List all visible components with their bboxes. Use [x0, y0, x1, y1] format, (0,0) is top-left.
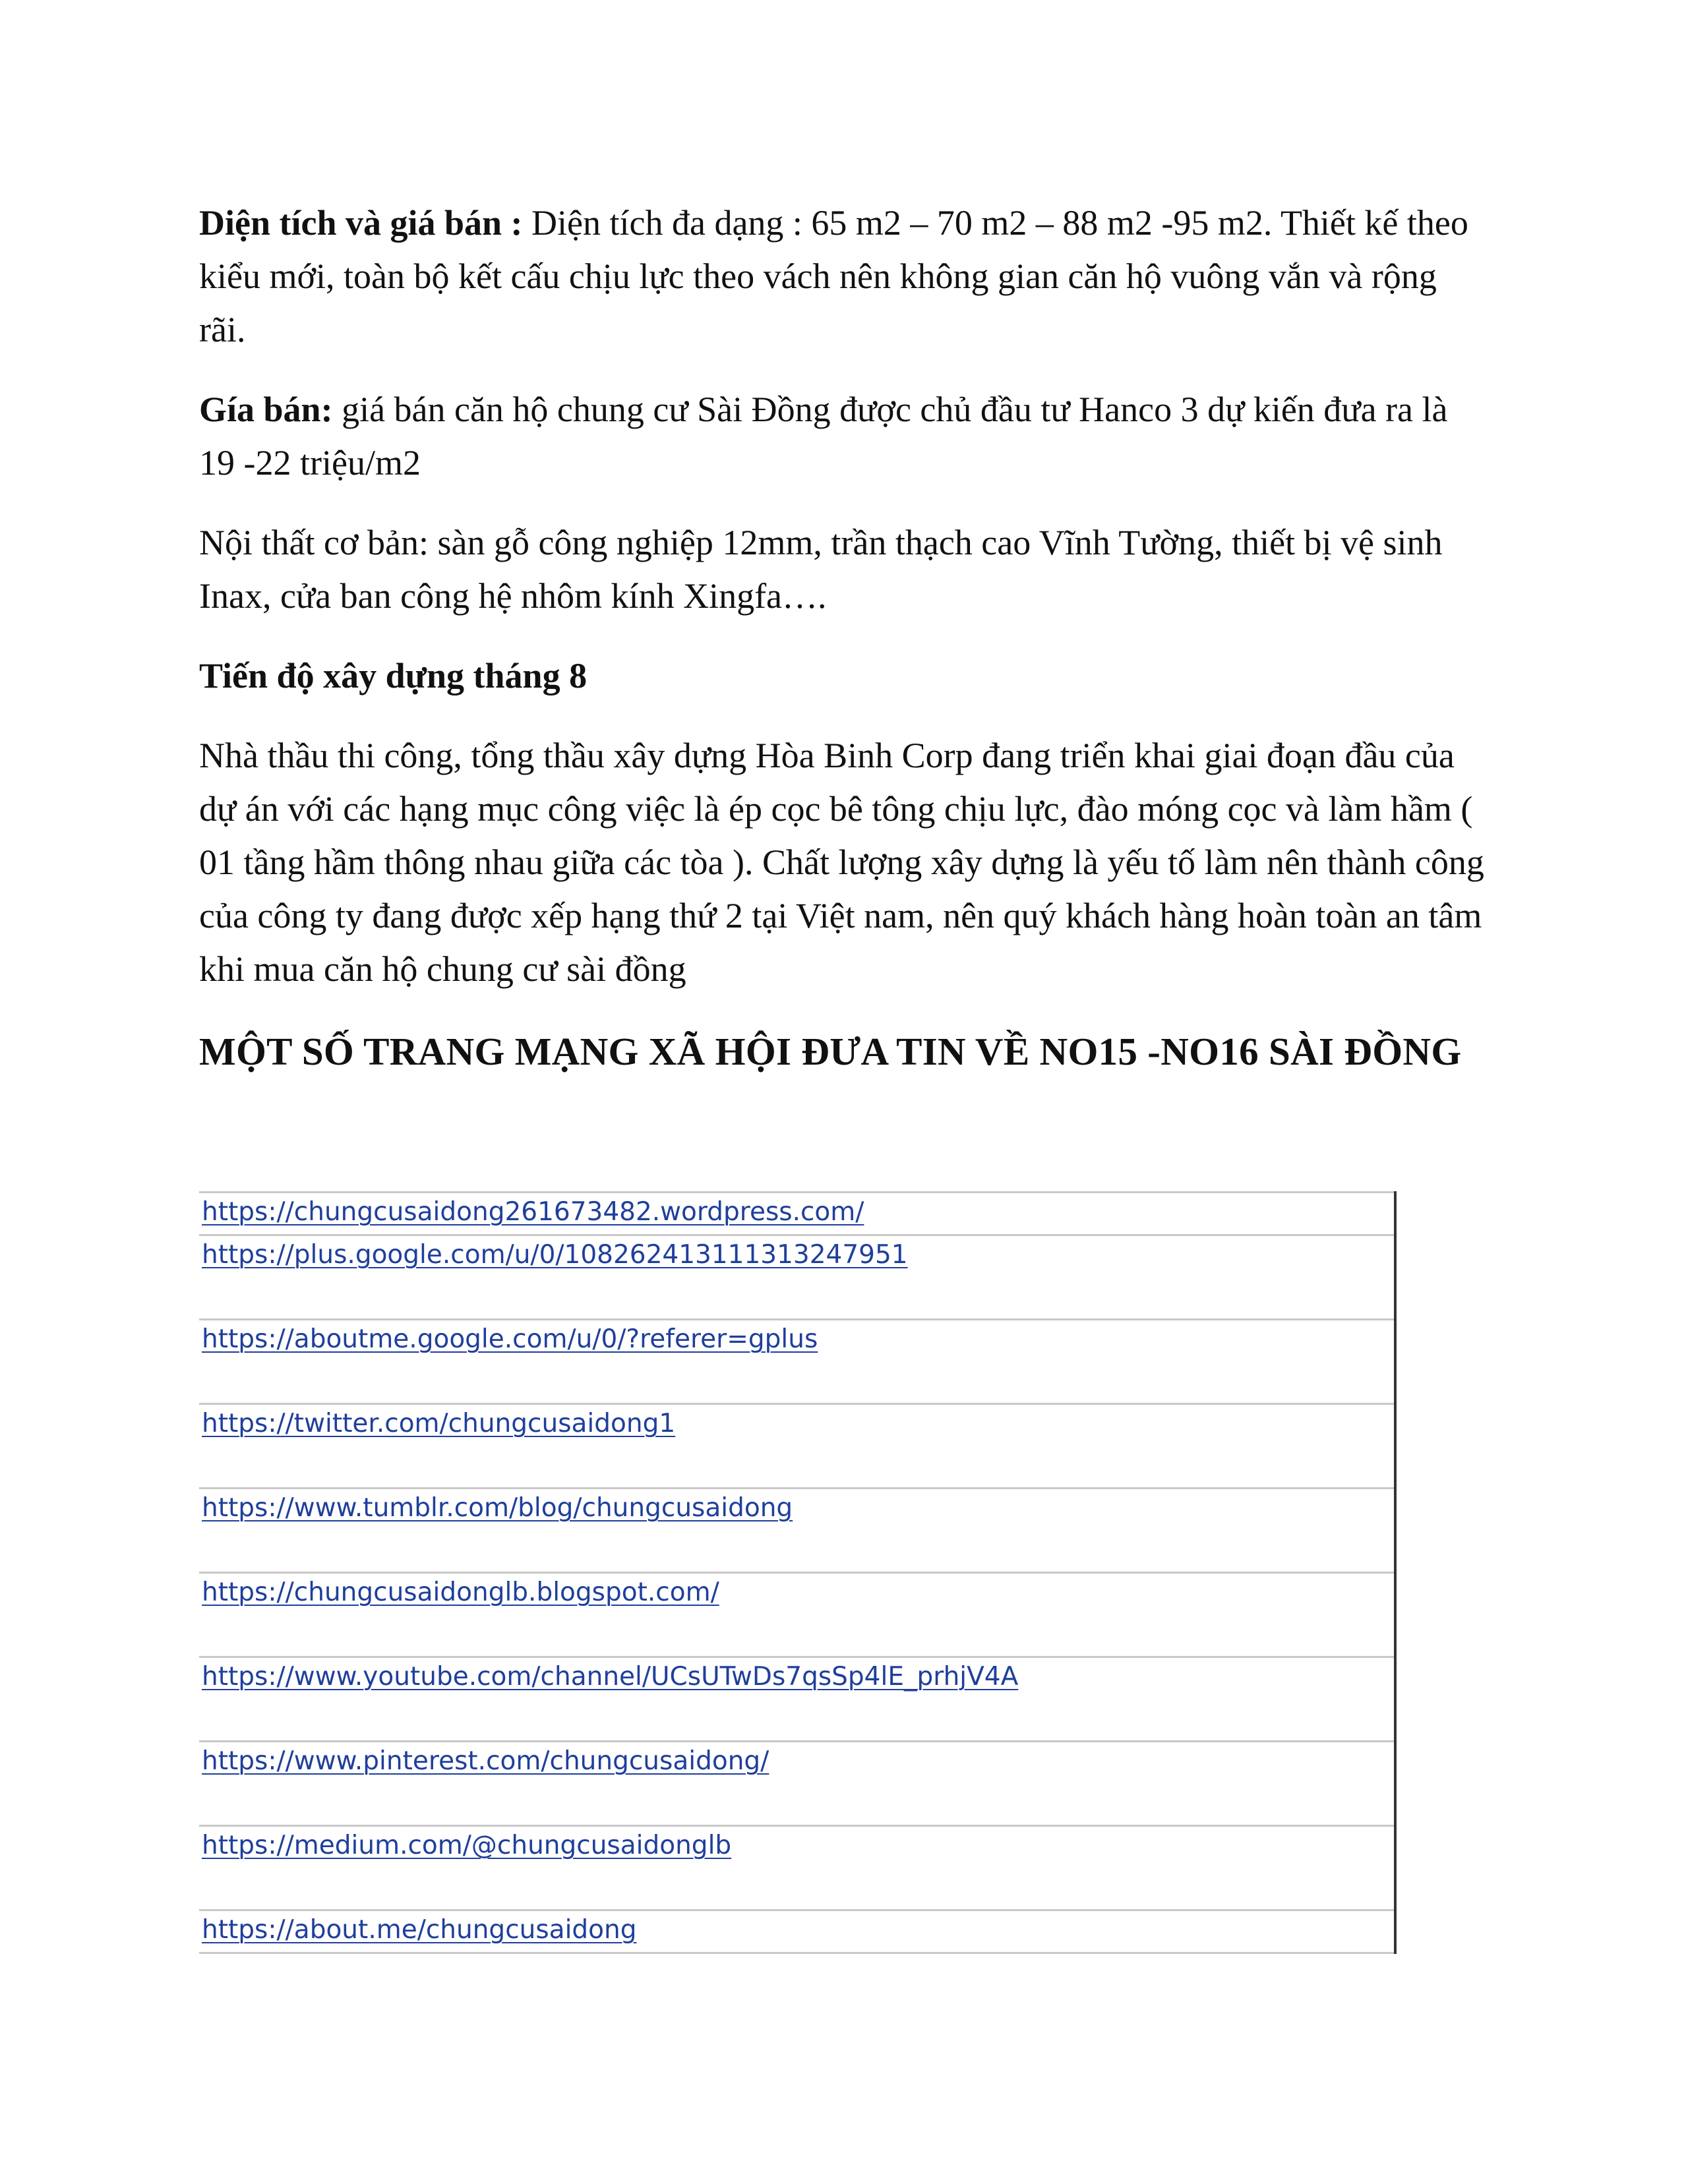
table-cell [199, 1320, 1395, 1404]
table-cell [199, 1235, 1395, 1320]
area-paragraph [199, 196, 1492, 357]
link-blogspot[interactable]: https://chungcusaidonglb.blogspot.com/ [202, 1578, 719, 1607]
area-text: Diện tích đa dạng : 65 m2 – 70 m2 – 88 m2 -95 m2. Thiết kế theo kiểu mới, toàn bộ kết cấu chịu lực theo vách nên không gian căn hộ vuông vắn và rộng rãi. [199, 203, 1468, 349]
table-cell [199, 1742, 1395, 1826]
table-row [199, 1742, 1395, 1826]
table-cell [199, 1193, 1395, 1235]
table-row [199, 1910, 1395, 1953]
table-row [199, 1826, 1395, 1910]
link-youtube[interactable]: https://www.youtube.com/channel/UCsUTwDs7qsSp4lE_prhjV4A [202, 1662, 1019, 1692]
table-cell [199, 1826, 1395, 1910]
table-cell [199, 1573, 1395, 1657]
link-medium[interactable]: https://medium.com/@chungcusaidonglb [202, 1831, 732, 1860]
table-cell [199, 1489, 1395, 1573]
link-google-plus[interactable]: https://plus.google.com/u/0/108262413111313247951 [202, 1240, 908, 1270]
link-about-me[interactable]: https://about.me/chungcusaidong [202, 1915, 637, 1945]
table-row [199, 1235, 1395, 1320]
link-aboutme-google[interactable]: https://aboutme.google.com/u/0/?referer=gplus [202, 1324, 818, 1354]
price-text: giá bán căn hộ chung cư Sài Đồng được chủ đầu tư Hanco 3 dự kiến đưa ra là 19 -22 triệu/m2 [199, 390, 1448, 483]
link-twitter[interactable]: https://twitter.com/chungcusaidong1 [202, 1409, 676, 1438]
link-wordpress[interactable]: https://chungcusaidong261673482.wordpress.com/ [202, 1197, 864, 1227]
price-paragraph [199, 383, 1492, 490]
table-row [199, 1489, 1395, 1573]
document-body [199, 196, 1492, 1080]
table-row [199, 1320, 1395, 1404]
progress-paragraph: Nhà thầu thi công, tổng thầu xây dựng Hòa Binh Corp đang triển khai giai đoạn đầu của dự án với các hạng mục công việc là ép cọc bê tông chịu lực, đào móng cọc và làm hầm ( 01 tầng hầm thông nhau giữa các tòa ). Chất lượng xây dựng là yếu tố làm nên thành công của công ty đang được xếp hạng thứ 2 tại Việt nam, nên quý khách hàng hoàn toàn an tâm khi mua căn hộ chung cư sài đồng [199, 736, 1484, 989]
link-pinterest[interactable]: https://www.pinterest.com/chungcusaidong/ [202, 1746, 769, 1776]
section-title: MỘT SỐ TRANG MẠNG XÃ HỘI ĐƯA TIN VỀ NO15 -NO16 SÀI ĐỒNG [199, 1030, 1462, 1073]
link-tumblr[interactable]: https://www.tumblr.com/blog/chungcusaidong [202, 1493, 793, 1523]
progress-heading: Tiến độ xây dựng tháng 8 [199, 656, 588, 695]
table-cell [199, 1910, 1395, 1953]
links-table [199, 1191, 1397, 1954]
table-row [199, 1657, 1395, 1742]
table-row [199, 1193, 1395, 1235]
area-label: Diện tích và giá bán : [199, 203, 523, 243]
table-cell [199, 1404, 1395, 1489]
table-cell [199, 1657, 1395, 1742]
table-row [199, 1573, 1395, 1657]
price-label: Gía bán: [199, 390, 333, 429]
interior-paragraph: Nội thất cơ bản: sàn gỗ công nghiệp 12mm, trần thạch cao Vĩnh Tường, thiết bị vệ sinh Inax, cửa ban công hệ nhôm kính Xingfa…. [199, 523, 1443, 616]
table-row [199, 1404, 1395, 1489]
